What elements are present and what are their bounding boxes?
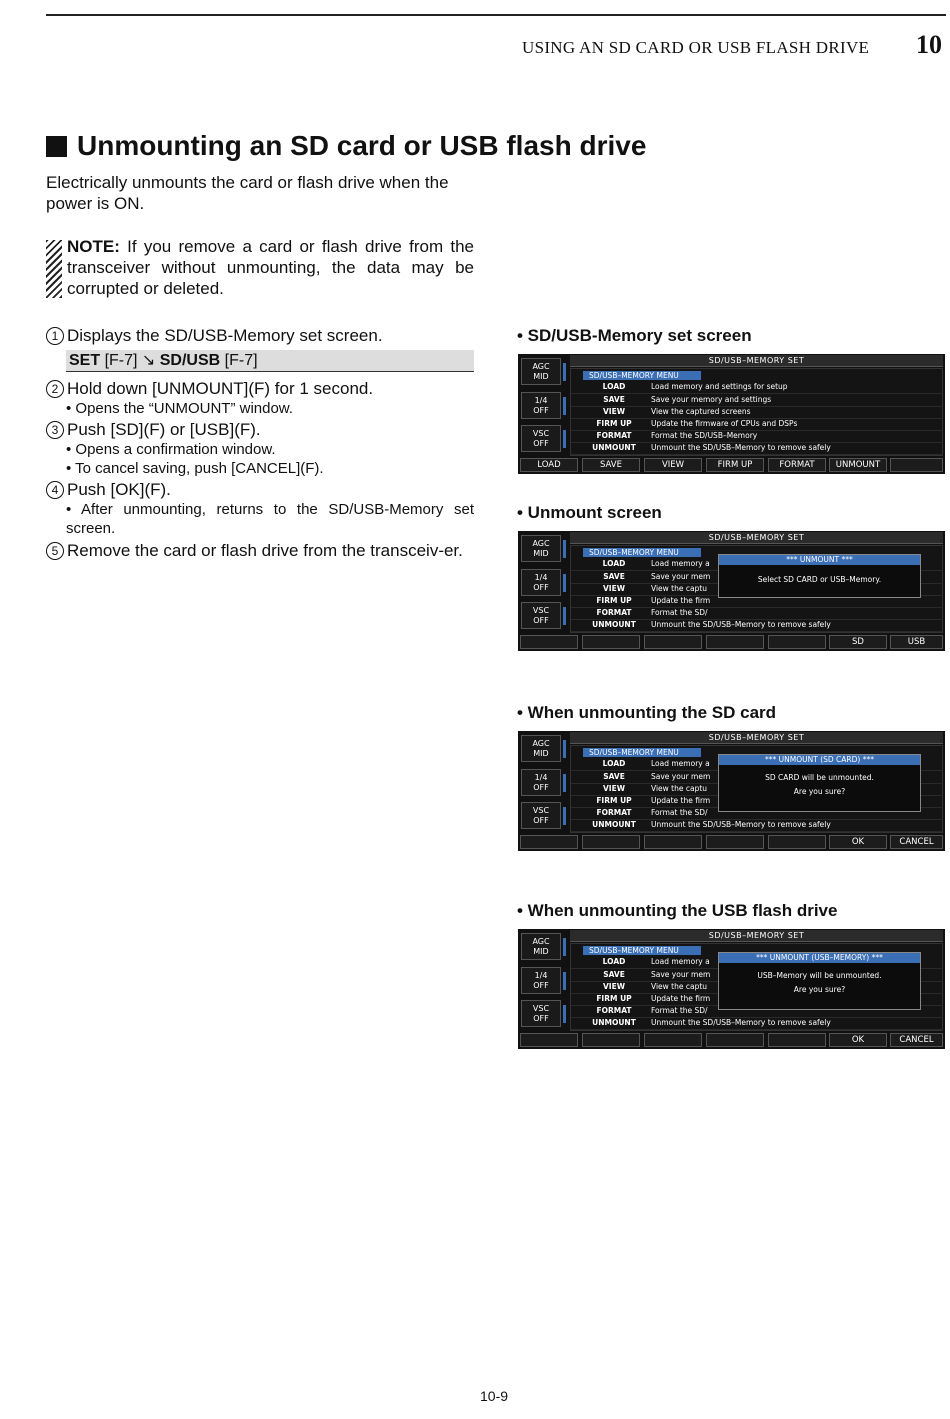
step-bullet: • After unmounting, returns to the SD/USB-Memory set screen.	[66, 501, 474, 537]
menu-row-unmount[interactable]: UNMOUNT Unmount the SD/USB–Memory to remove safely	[571, 819, 943, 832]
menu-row-save[interactable]: SAVE Save your mem	[571, 969, 943, 982]
cancel-key[interactable]: CANCEL	[890, 1033, 943, 1047]
dialog-title: *** UNMOUNT (SD CARD) ***	[719, 755, 920, 765]
step-5	[46, 540, 474, 561]
menu-row-firmup[interactable]: FIRM UP Update the firmware of CPUs and DSPs	[571, 418, 943, 431]
dialog-message: SD CARD will be unmounted.	[765, 773, 874, 782]
blank-key[interactable]	[520, 835, 578, 849]
menu-row-unmount[interactable]: UNMOUNT Unmount the SD/USB–Memory to remove safely	[571, 442, 943, 455]
blank-key[interactable]	[520, 635, 578, 649]
att-button[interactable]: 1/4 OFF	[521, 967, 561, 994]
step-2	[46, 378, 474, 399]
menu-row-format[interactable]: FORMAT Format the SD/	[571, 1005, 943, 1018]
cancel-key[interactable]: CANCEL	[890, 835, 943, 849]
menu-row-save[interactable]: SAVE Save your mem	[571, 571, 943, 584]
menu-row-unmount[interactable]: UNMOUNT Unmount the SD/USB–Memory to remove safely	[571, 1017, 943, 1030]
step-number: 2	[46, 380, 64, 398]
step-text: Push [SD](F) or [USB](F).	[67, 420, 261, 439]
save-key[interactable]: SAVE	[582, 458, 640, 472]
figure-caption-set-screen: • SD/USB-Memory set screen	[517, 326, 752, 345]
function-key-bar	[518, 1033, 945, 1048]
menu-row-format[interactable]: FORMAT Format the SD/USB–Memory	[571, 430, 943, 443]
step-number: 1	[46, 327, 64, 345]
figure-caption-sd-card: • When unmounting the SD card	[517, 703, 777, 722]
menu-row-firmup[interactable]: FIRM UP Update the firm	[571, 795, 943, 808]
blank-key[interactable]	[582, 835, 640, 849]
chapter-number: 10	[916, 30, 942, 59]
function-key-bar	[518, 835, 945, 850]
figure-caption-unmount-screen: • Unmount screen	[517, 503, 662, 522]
blank-key[interactable]	[706, 635, 764, 649]
agc-button[interactable]: AGC MID	[521, 933, 561, 960]
menu-row-firmup[interactable]: FIRM UP Update the firm	[571, 993, 943, 1006]
square-bullet-icon	[46, 136, 67, 157]
menu-title: SD/USB–MEMORY MENU	[583, 946, 701, 955]
dialog-message: Select SD CARD or USB–Memory.	[757, 575, 882, 584]
step-number: 4	[46, 481, 64, 499]
step-1	[46, 325, 474, 346]
menu-panel	[570, 368, 943, 456]
screen-unmount	[518, 531, 945, 651]
att-button[interactable]: 1/4 OFF	[521, 769, 561, 796]
menu-row-view[interactable]: VIEW View the captu	[571, 583, 943, 596]
menu-title: SD/USB–MEMORY MENU	[583, 371, 701, 380]
step-text: Push [OK](F).	[67, 480, 171, 499]
blank-key[interactable]	[768, 635, 826, 649]
agc-button[interactable]: AGC MID	[521, 535, 561, 562]
screen-sdusb-memory-set	[518, 354, 945, 474]
arrow-icon: ↘	[141, 352, 156, 369]
menu-row-load[interactable]: LOAD Load memory a	[571, 558, 943, 571]
blank-key[interactable]	[890, 458, 943, 472]
dialog-message: USB–Memory will be unmounted.	[757, 971, 882, 980]
screen-title: SD/USB–MEMORY SET	[570, 930, 943, 942]
menu-row-load[interactable]: LOAD Load memory a	[571, 758, 943, 771]
section-title	[46, 130, 646, 162]
menu-row-format[interactable]: FORMAT Format the SD/	[571, 807, 943, 820]
agc-button[interactable]: AGC MID	[521, 358, 561, 385]
function-key-bar	[518, 635, 945, 650]
menu-path	[66, 350, 474, 372]
step-number: 3	[46, 421, 64, 439]
sd-key[interactable]: SD	[829, 635, 887, 649]
step-4	[46, 479, 474, 500]
blank-key[interactable]	[582, 635, 640, 649]
unmount-dialog	[718, 554, 921, 598]
figure-caption-usb: • When unmounting the USB flash drive	[517, 901, 838, 920]
firmup-key[interactable]: FIRM UP	[706, 458, 764, 472]
step-bullet: • Opens the “UNMOUNT” window.	[66, 400, 293, 417]
blank-key[interactable]	[582, 1033, 640, 1047]
menu-row-save[interactable]: SAVE Save your mem	[571, 771, 943, 784]
screen-title: SD/USB–MEMORY SET	[570, 355, 943, 367]
menu-row-load[interactable]: LOAD Load memory and settings for setup	[571, 381, 943, 394]
ok-key[interactable]: OK	[829, 1033, 887, 1047]
function-key-bar	[518, 458, 945, 473]
usb-key[interactable]: USB	[890, 635, 943, 649]
path-sdusb: SD/USB	[155, 352, 221, 369]
vsc-button[interactable]: VSC OFF	[521, 1000, 561, 1027]
step-3	[46, 419, 474, 440]
dialog-title: *** UNMOUNT (USB–MEMORY) ***	[719, 953, 920, 963]
intro-text: Electrically unmounts the card or flash drive when the power is ON.	[46, 173, 449, 213]
confirm-dialog-usb	[718, 952, 921, 1010]
path-key2: [F-7]	[220, 352, 258, 369]
vsc-button[interactable]: VSC OFF	[521, 602, 561, 629]
blank-key[interactable]	[520, 1033, 578, 1047]
screen-unmount-usb	[518, 929, 945, 1049]
vsc-button[interactable]: VSC OFF	[521, 425, 561, 452]
blank-key[interactable]	[644, 835, 702, 849]
path-key: [F-7]	[100, 352, 142, 369]
att-button[interactable]: 1/4 OFF	[521, 569, 561, 596]
note-body: If you remove a card or flash drive from the transceiver without unmounting, the data may be corrupted or deleted.	[67, 237, 474, 298]
unmount-key[interactable]: UNMOUNT	[829, 458, 887, 472]
menu-title: SD/USB–MEMORY MENU	[583, 748, 701, 757]
blank-key[interactable]	[706, 835, 764, 849]
note-hatch-icon	[46, 240, 62, 298]
step-number: 5	[46, 542, 64, 560]
dialog-title: *** UNMOUNT ***	[719, 555, 920, 565]
load-key[interactable]: LOAD	[520, 458, 578, 472]
view-key[interactable]: VIEW	[644, 458, 702, 472]
step-bullet: • Opens a confirmation window.	[66, 441, 276, 458]
note-block	[46, 236, 474, 299]
header-rule	[46, 14, 946, 16]
confirm-dialog-sd	[718, 754, 921, 812]
menu-row-firmup[interactable]: FIRM UP Update the firm	[571, 595, 943, 608]
steps-list	[46, 325, 474, 561]
menu-row-load[interactable]: LOAD Load memory a	[571, 956, 943, 969]
blank-key[interactable]	[768, 1033, 826, 1047]
menu-row-format[interactable]: FORMAT Format the SD/	[571, 607, 943, 620]
format-key[interactable]: FORMAT	[768, 458, 826, 472]
step-bullet: • To cancel saving, push [CANCEL](F).	[66, 460, 324, 477]
dialog-question: Are you sure?	[793, 985, 846, 994]
menu-row-view[interactable]: VIEW View the captu	[571, 981, 943, 994]
screen-title: SD/USB–MEMORY SET	[570, 732, 943, 744]
menu-title: SD/USB–MEMORY MENU	[583, 548, 701, 557]
blank-key[interactable]	[706, 1033, 764, 1047]
ok-key[interactable]: OK	[829, 835, 887, 849]
blank-key[interactable]	[644, 635, 702, 649]
menu-row-view[interactable]: VIEW View the captu	[571, 783, 943, 796]
note-text	[67, 236, 474, 299]
att-button[interactable]: 1/4 OFF	[521, 392, 561, 419]
path-set: SET	[69, 352, 101, 369]
screen-unmount-sd	[518, 731, 945, 851]
dialog-question: Are you sure?	[793, 787, 846, 796]
screen-title: SD/USB–MEMORY SET	[570, 532, 943, 544]
menu-row-unmount[interactable]: UNMOUNT Unmount the SD/USB–Memory to remove safely	[571, 619, 943, 632]
menu-row-view[interactable]: VIEW View the captured screens	[571, 406, 943, 419]
blank-key[interactable]	[644, 1033, 702, 1047]
blank-key[interactable]	[768, 835, 826, 849]
page-number: 10-9	[480, 1388, 509, 1404]
note-label: NOTE:	[67, 237, 120, 256]
menu-row-save[interactable]: SAVE Save your memory and settings	[571, 394, 943, 407]
agc-button[interactable]: AGC MID	[521, 735, 561, 762]
step-text: Displays the SD/USB-Memory set screen.	[67, 326, 383, 345]
step-text: Hold down [UNMOUNT](F) for 1 second.	[67, 379, 374, 398]
step-text: Remove the card or flash drive from the transceiv-er.	[67, 541, 463, 560]
chapter-title: USING AN SD CARD OR USB FLASH DRIVE	[522, 38, 870, 57]
section-title-text: Unmounting an SD card or USB flash drive	[77, 130, 647, 161]
vsc-button[interactable]: VSC OFF	[521, 802, 561, 829]
